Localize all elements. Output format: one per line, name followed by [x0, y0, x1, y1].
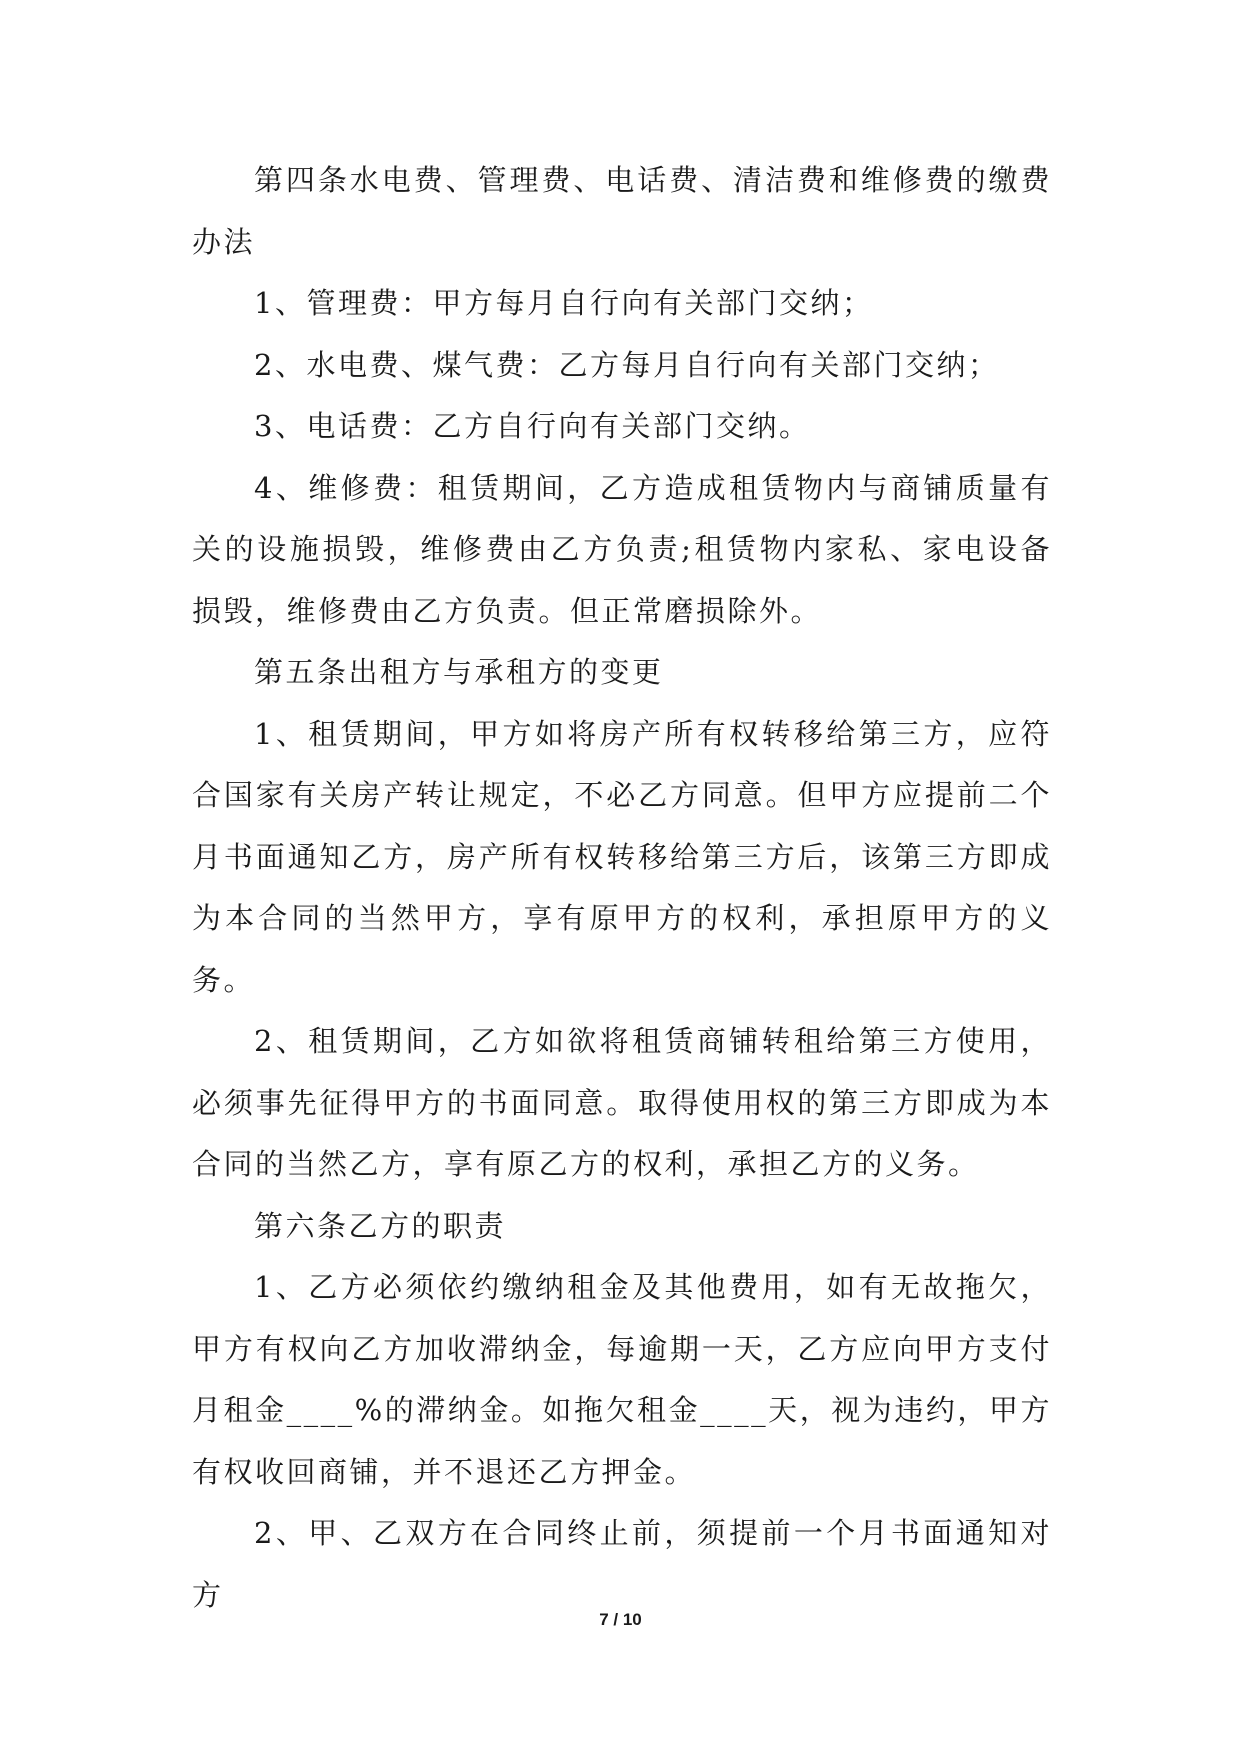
article-6-heading: 第六条乙方的职责	[254, 1208, 507, 1243]
article-4-heading: 第四条水电费、管理费、电话费、清洁费和维修费的缴费办法	[192, 163, 1052, 259]
article-4-item-4: 4、维修费：租赁期间，乙方造成租赁物内与商铺质量有关的设施损毁，维修费由乙方负责;租赁物内家私、家电设备损毁，维修费由乙方负责。但正常磨损除外。	[192, 470, 1052, 628]
document-body	[192, 150, 1052, 1626]
article-5-item-2: 2、租赁期间，乙方如欲将租赁商铺转租给第三方使用，必须事先征得甲方的书面同意。取得使用权的第三方即成为本合同的当然乙方，享有原乙方的权利，承担乙方的义务。	[192, 1024, 1052, 1181]
article-4-item-3: 3、电话费：乙方自行向有关部门交纳。	[254, 409, 811, 443]
article-6-item-1: 1、乙方必须依约缴纳租金及其他费用，如有无故拖欠，甲方有权向乙方加收滞纳金，每逾期一天，乙方应向甲方支付月租金____%的滞纳金。如拖欠租金____天，视为违约，甲方有权收回商铺，并不退还乙方押金。	[192, 1270, 1052, 1489]
article-5-heading: 第五条出租方与承租方的变更	[254, 655, 664, 689]
article-6-item-2: 2、甲、乙双方在合同终止前，须提前一个月书面通知对方	[192, 1516, 1052, 1612]
article-4-item-2: 2、水电费、煤气费：乙方每月自行向有关部门交纳；	[254, 347, 1000, 382]
page-number: 7 / 10	[599, 1610, 642, 1629]
article-4-item-1: 1、管理费：甲方每月自行向有关部门交纳；	[254, 286, 874, 320]
article-5-item-1: 1、租赁期间，甲方如将房产所有权转移给第三方，应符合国家有关房产转让规定，不必乙方同意。但甲方应提前二个月书面通知乙方，房产所有权转移给第三方后，该第三方即成为本合同的当然甲方，享有原甲方的权利，承担原甲方的义务。	[192, 716, 1052, 997]
